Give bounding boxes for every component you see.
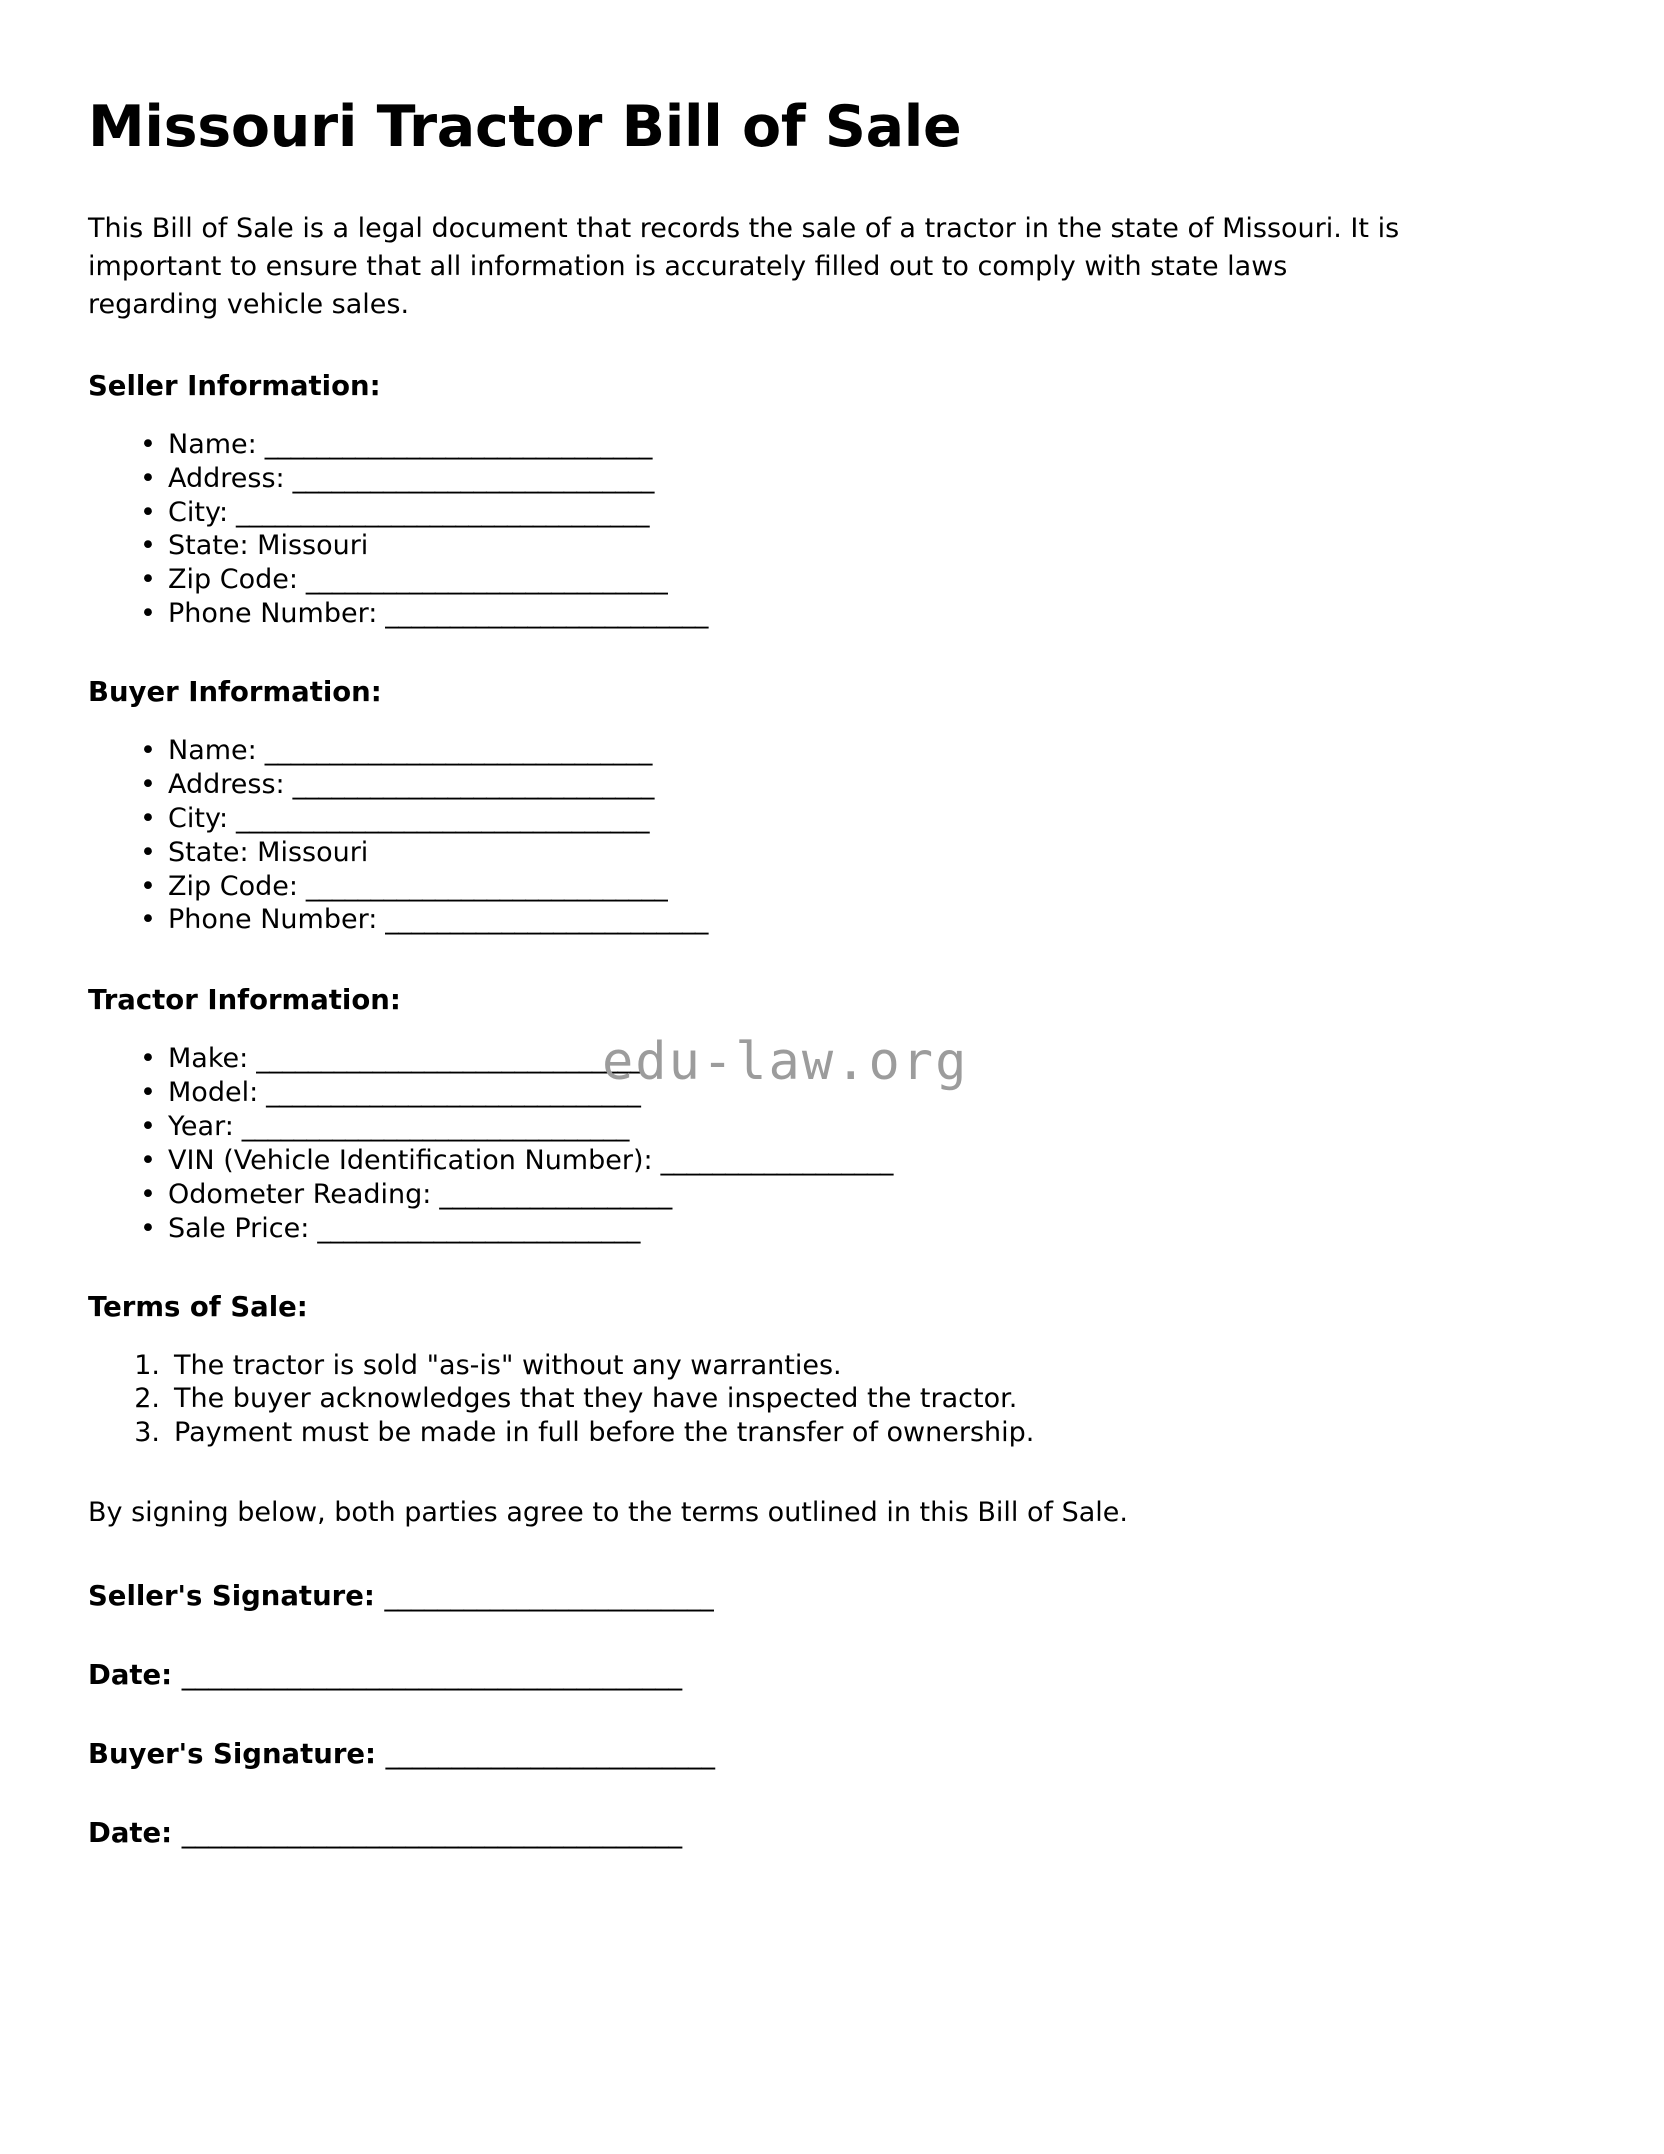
field-blank[interactable]: __________________ — [431, 1178, 672, 1210]
seller-field-list — [88, 428, 1508, 631]
field-blank[interactable]: ________________________________ — [228, 802, 649, 834]
list-item — [88, 768, 1508, 802]
bullet-icon: • — [140, 1043, 156, 1075]
page-title: Missouri Tractor Bill of Sale — [88, 94, 962, 160]
field-label: Model: — [168, 1077, 259, 1109]
list-item — [88, 802, 1508, 836]
bullet-icon: • — [140, 802, 156, 834]
tractor-information-heading: Tractor Information: — [88, 984, 401, 1017]
seller-date-label: Date: — [88, 1658, 173, 1691]
list-item — [88, 496, 1508, 530]
list-item — [88, 836, 1508, 870]
field-label: Address: — [168, 462, 285, 494]
site-watermark: edu-law.org — [602, 1032, 969, 1092]
field-label: Name: — [168, 735, 257, 767]
field-label: Zip Code: — [168, 870, 298, 902]
field-label: Year: — [168, 1111, 234, 1143]
bullet-icon: • — [140, 530, 156, 562]
buyer-signature-blank[interactable]: _________________________ — [385, 1737, 715, 1770]
bullet-icon: • — [140, 1144, 156, 1176]
terms-of-sale-heading: Terms of Sale: — [88, 1290, 308, 1323]
bullet-icon: • — [140, 735, 156, 767]
buyer-information-heading: Buyer Information: — [88, 676, 382, 709]
bullet-icon: • — [140, 870, 156, 902]
term-text: The tractor is sold "as-is" without any warranties. — [174, 1349, 842, 1381]
list-item — [88, 1212, 1508, 1246]
buyer-field-list — [88, 734, 1508, 937]
field-blank[interactable]: ________________________________ — [228, 496, 649, 528]
field-blank[interactable]: ____________________________ — [284, 462, 654, 494]
bullet-icon: • — [140, 1178, 156, 1210]
field-label: Zip Code: — [168, 564, 298, 596]
seller-date-blank[interactable]: ______________________________________ — [181, 1658, 682, 1691]
seller-signature-line — [88, 1580, 1508, 1612]
buyer-date-blank[interactable]: ______________________________________ — [181, 1816, 682, 1849]
field-blank[interactable]: ____________________________ — [297, 870, 668, 902]
list-item — [88, 563, 1508, 597]
list-item — [88, 1110, 1508, 1144]
list-item — [88, 428, 1508, 462]
buyer-signature-label: Buyer's Signature: — [88, 1737, 377, 1770]
bullet-icon: • — [140, 564, 156, 596]
bullet-icon: • — [140, 904, 156, 936]
field-label: Odometer Reading: — [168, 1178, 432, 1210]
field-label: Make: — [168, 1043, 249, 1075]
field-blank[interactable]: ____________________________ — [284, 768, 654, 800]
field-blank[interactable]: ______________________________ — [248, 1043, 644, 1075]
closing-paragraph: By signing below, both parties agree to the terms outlined in this Bill of Sale. — [88, 1497, 1128, 1529]
bullet-icon: • — [140, 598, 156, 630]
seller-signature-label: Seller's Signature: — [88, 1579, 375, 1612]
field-blank[interactable]: __________________ — [652, 1144, 893, 1176]
field-label: Sale Price: — [168, 1212, 310, 1244]
bullet-icon: • — [140, 768, 156, 800]
field-label: City: — [168, 496, 229, 528]
field-label: VIN (Vehicle Identification Number): — [168, 1144, 653, 1176]
field-blank[interactable]: ______________________________ — [256, 735, 652, 767]
bullet-icon: • — [140, 836, 156, 868]
bullet-icon: • — [140, 496, 156, 528]
field-blank[interactable]: _____________________________ — [258, 1077, 641, 1109]
bullet-icon: • — [140, 1212, 156, 1244]
buyer-date-line — [88, 1817, 1508, 1849]
field-label: Address: — [168, 768, 285, 800]
list-marker: 2. — [134, 1383, 160, 1415]
list-item — [88, 734, 1508, 768]
list-item — [88, 462, 1508, 496]
list-item — [88, 1178, 1508, 1212]
term-text: Payment must be made in full before the transfer of ownership. — [174, 1417, 1035, 1449]
field-blank[interactable]: ____________________________ — [297, 564, 668, 596]
field-label: Phone Number: — [168, 904, 378, 936]
field-blank[interactable]: _________________________ — [377, 598, 708, 630]
field-blank[interactable]: ______________________________ — [256, 428, 652, 460]
terms-list — [88, 1349, 1508, 1451]
bullet-icon: • — [140, 462, 156, 494]
bullet-icon: • — [140, 428, 156, 460]
field-blank[interactable]: _________________________ — [309, 1212, 640, 1244]
list-item — [88, 1382, 1508, 1416]
document-content — [88, 96, 1508, 1849]
list-marker: 3. — [134, 1417, 160, 1449]
list-item — [88, 903, 1508, 937]
field-blank[interactable]: ______________________________ — [233, 1111, 629, 1143]
list-item — [88, 870, 1508, 904]
buyer-signature-line — [88, 1738, 1508, 1770]
seller-signature-blank[interactable]: _________________________ — [384, 1579, 714, 1612]
list-item — [88, 529, 1508, 563]
field-label: State: Missouri — [168, 530, 369, 562]
list-item — [88, 1349, 1508, 1383]
field-label: State: Missouri — [168, 836, 369, 868]
field-blank[interactable]: _________________________ — [377, 904, 708, 936]
seller-date-line — [88, 1659, 1508, 1691]
intro-paragraph: This Bill of Sale is a legal document that records the sale of a tractor in the state of Missouri. It is important to ensure that all information is accurately filled out to comply with state laws regarding vehicle sales. — [88, 212, 1400, 321]
list-item — [88, 1416, 1508, 1450]
term-text: The buyer acknowledges that they have inspected the tractor. — [174, 1383, 1018, 1415]
bullet-icon: • — [140, 1111, 156, 1143]
bullet-icon: • — [140, 1077, 156, 1109]
buyer-date-label: Date: — [88, 1816, 173, 1849]
field-label: City: — [168, 802, 229, 834]
seller-information-heading: Seller Information: — [88, 369, 381, 402]
field-label: Name: — [168, 428, 257, 460]
list-marker: 1. — [134, 1349, 160, 1381]
list-item — [88, 1144, 1508, 1178]
list-item — [88, 597, 1508, 631]
field-label: Phone Number: — [168, 598, 378, 630]
